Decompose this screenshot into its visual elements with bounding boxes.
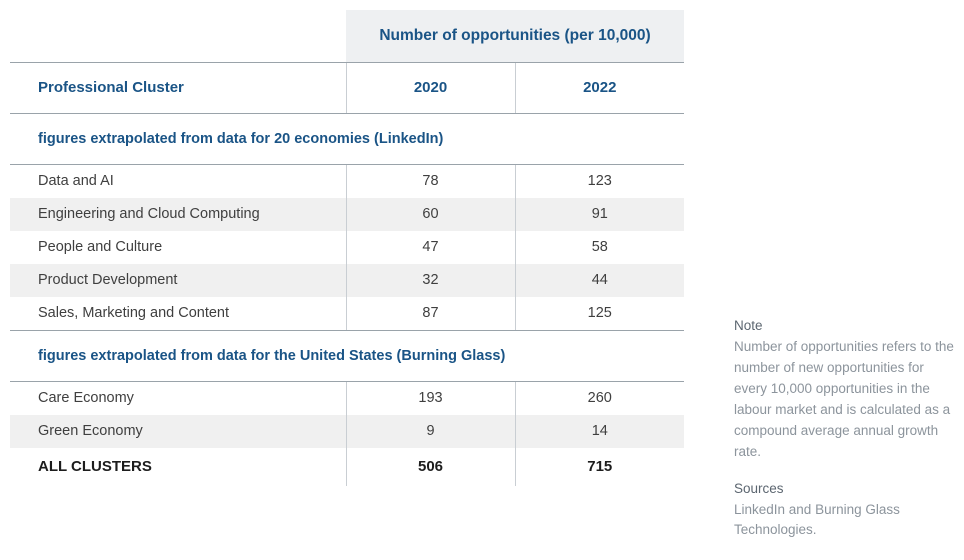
column-header-2020: 2020 bbox=[346, 63, 515, 114]
table-row bbox=[10, 231, 684, 264]
row-value-2022: 125 bbox=[515, 297, 684, 331]
section-heading-linkedin: figures extrapolated from data for 20 economies (LinkedIn) bbox=[10, 114, 684, 165]
section-heading-burning-glass: figures extrapolated from data for the United States (Burning Glass) bbox=[10, 331, 684, 382]
sources-title: Sources bbox=[734, 480, 784, 496]
row-value-2020: 32 bbox=[346, 264, 515, 297]
row-value-total-2022: 715 bbox=[515, 448, 684, 486]
sources-block bbox=[734, 481, 954, 542]
table-row bbox=[10, 165, 684, 199]
table-row bbox=[10, 415, 684, 448]
column-header-2022: 2022 bbox=[515, 63, 684, 114]
row-value-2022: 260 bbox=[515, 382, 684, 416]
table-row bbox=[10, 264, 684, 297]
row-label: Green Economy bbox=[10, 415, 346, 448]
section-heading-row bbox=[10, 114, 684, 165]
row-value-2022: 91 bbox=[515, 198, 684, 231]
row-value-2020: 78 bbox=[346, 165, 515, 199]
row-value-2022: 123 bbox=[515, 165, 684, 199]
row-label: Care Economy bbox=[10, 382, 346, 416]
row-value-2022: 44 bbox=[515, 264, 684, 297]
row-label-total: ALL CLUSTERS bbox=[10, 448, 346, 486]
table-row-total bbox=[10, 448, 684, 486]
opportunities-table bbox=[10, 10, 684, 486]
spanning-header-spacer bbox=[10, 10, 346, 63]
row-label: People and Culture bbox=[10, 231, 346, 264]
row-label: Sales, Marketing and Content bbox=[10, 297, 346, 331]
table-header bbox=[10, 10, 684, 114]
side-notes bbox=[734, 318, 954, 541]
sources-body: LinkedIn and Burning Glass Technologies. bbox=[734, 501, 900, 538]
section-heading-row bbox=[10, 331, 684, 382]
row-label: Engineering and Cloud Computing bbox=[10, 198, 346, 231]
row-value-2020: 9 bbox=[346, 415, 515, 448]
table-body bbox=[10, 114, 684, 487]
table-row bbox=[10, 198, 684, 231]
row-value-total-2020: 506 bbox=[346, 448, 515, 486]
row-value-2020: 60 bbox=[346, 198, 515, 231]
spanning-header-row bbox=[10, 10, 684, 63]
table-row bbox=[10, 297, 684, 331]
row-value-2020: 87 bbox=[346, 297, 515, 331]
spanning-header-opportunities: Number of opportunities (per 10,000) bbox=[346, 10, 684, 63]
row-value-2020: 193 bbox=[346, 382, 515, 416]
row-label: Data and AI bbox=[10, 165, 346, 199]
row-value-2020: 47 bbox=[346, 231, 515, 264]
row-label: Product Development bbox=[10, 264, 346, 297]
note-title: Note bbox=[734, 318, 763, 333]
column-header-row bbox=[10, 63, 684, 114]
opportunities-table-container bbox=[10, 10, 684, 486]
note-body: Number of opportunities refers to the number of new opportunities for every 10,000 opportunities in the labour market and is calculated as a compound average annual growth rate. bbox=[734, 339, 954, 459]
row-value-2022: 14 bbox=[515, 415, 684, 448]
column-header-cluster: Professional Cluster bbox=[10, 63, 346, 114]
row-value-2022: 58 bbox=[515, 231, 684, 264]
table-row bbox=[10, 382, 684, 416]
